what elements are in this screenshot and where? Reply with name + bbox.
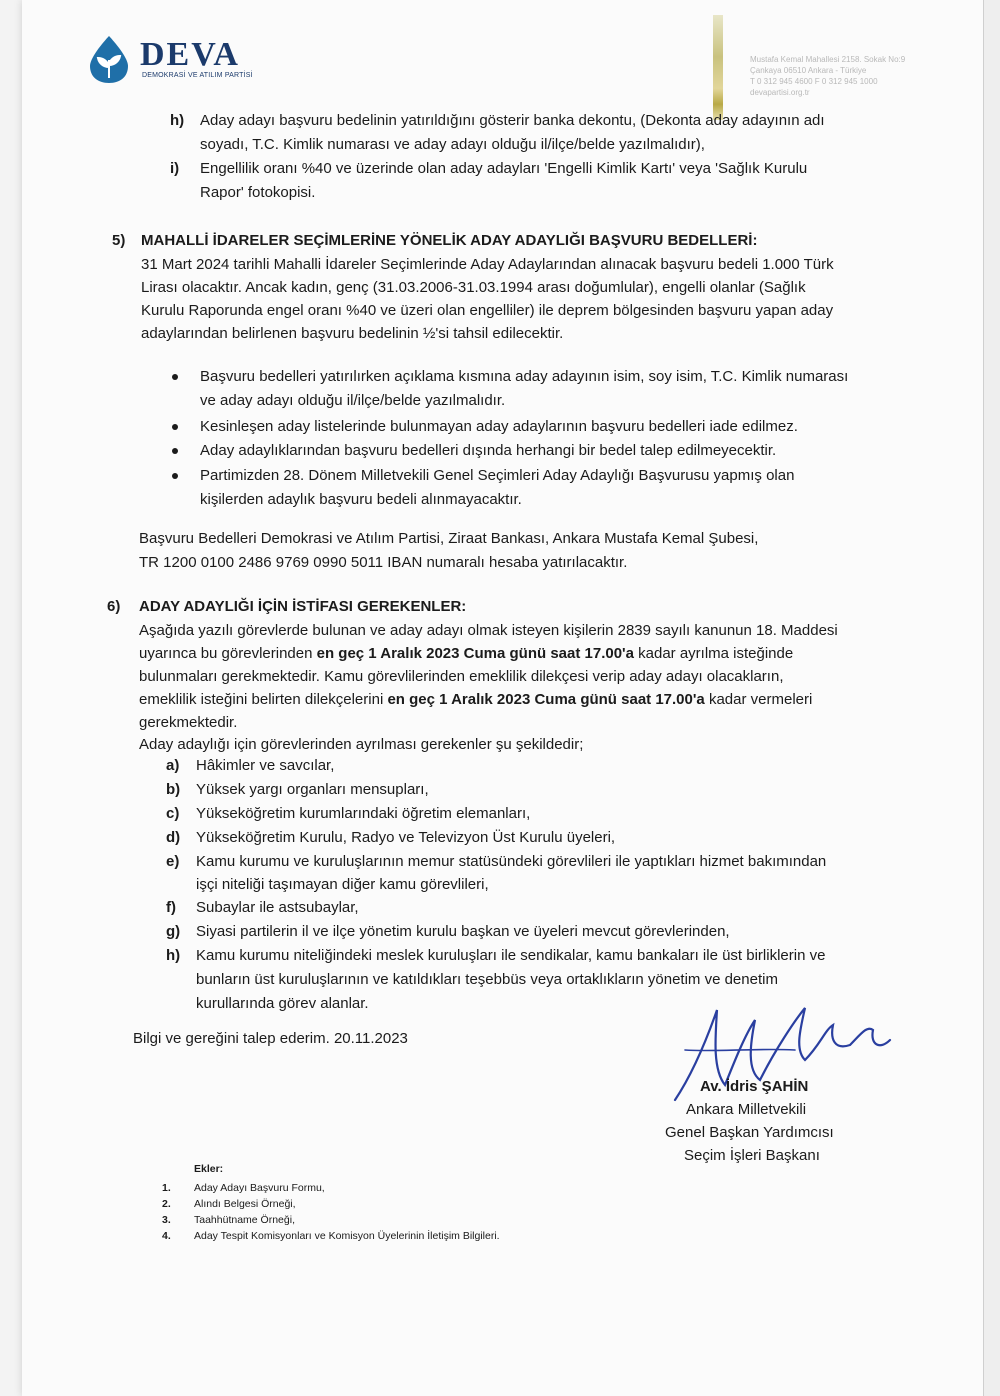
attachment-number: 4.: [162, 1230, 171, 1242]
list-marker: b): [166, 781, 181, 798]
attachment-item: Aday Tespit Komisyonları ve Komisyon Üyelerinin İletişim Bilgileri.: [194, 1230, 500, 1242]
bullet-point: [172, 374, 178, 380]
list-item-text: soyadı, T.C. Kimlik numarası ve aday adayı olduğu il/ilçe/belde yazılmalıdır),: [200, 136, 705, 153]
paragraph-line: Kurulu Raporunda engel oranı %40 ve üzeri olan engelliler) ile deprem bölgesinden başvuru yapan aday: [141, 302, 834, 319]
paragraph-line: [139, 689, 812, 711]
bullet-text: Başvuru bedelleri yatırılırken açıklama kısmına aday adayının isim, soy isim, T.C. Kimlik numarası: [200, 368, 849, 385]
attachment-number: 1.: [162, 1182, 171, 1194]
list-item-text: Siyasi partilerin il ve ilçe yönetim kurulu başkan ve üyeleri mevcut görevlerinden,: [196, 923, 730, 940]
deadline-bold: en geç 1 Aralık 2023 Cuma günü saat 17.00'a: [316, 645, 634, 662]
paragraph-text: emeklilik isteğini belirten dilekçelerini: [139, 691, 388, 708]
list-marker: h): [166, 947, 181, 964]
list-marker: g): [166, 923, 181, 940]
address-line: Çankaya 06510 Ankara - Türkiye: [750, 66, 867, 75]
attachment-item: Alındı Belgesi Örneği,: [194, 1198, 296, 1210]
list-item-text: Subaylar ile astsubaylar,: [196, 899, 359, 916]
list-item-text: işçi niteliği taşımayan diğer kamu görevlileri,: [196, 876, 489, 893]
paragraph-line: [139, 643, 793, 665]
list-item-text: Rapor' fotokopisi.: [200, 184, 316, 201]
letterhead-address: [750, 54, 905, 98]
list-marker: d): [166, 829, 181, 846]
bullet-point: [172, 424, 178, 430]
paragraph-line: Aday adaylığı için görevlerinden ayrılması gerekenler şu şekildedir;: [139, 736, 584, 753]
logo-name: DEVA: [140, 36, 240, 73]
paragraph-text: kadar ayrılma isteğinde: [633, 645, 794, 662]
attachment-item: Taahhütname Örneği,: [194, 1214, 295, 1226]
address-line: Mustafa Kemal Mahallesi 2158. Sokak No:9: [750, 55, 906, 64]
page-edge-right: [983, 0, 1000, 1396]
decorative-stripe: [713, 15, 723, 120]
list-item-text: Yüksek yargı organları mensupları,: [196, 781, 429, 798]
list-item-text: Engellilik oranı %40 ve üzerinde olan aday adayları 'Engelli Kimlik Kartı' veya 'Sağlık Kurulu: [200, 160, 808, 177]
attachments-heading: Ekler:: [194, 1163, 224, 1175]
paragraph-text: uyarınca bu görevlerinden: [139, 645, 317, 662]
address-line: T 0 312 945 4600 F 0 312 945 1000: [750, 77, 878, 86]
list-marker: h): [170, 112, 185, 129]
list-item-text: Yükseköğretim kurumlarındaki öğretim elemanları,: [196, 805, 531, 822]
list-marker: f): [166, 899, 176, 916]
section-number: 5): [112, 232, 126, 249]
list-item-text: kurullarında görev alanlar.: [196, 995, 369, 1012]
bullet-text: Partimizden 28. Dönem Milletvekili Genel Seçimleri Aday Adaylığı Başvurusu yapmış olan: [200, 467, 795, 484]
bullet-point: [172, 448, 178, 454]
list-marker: c): [166, 805, 180, 822]
bank-info-line: TR 1200 0100 2486 9769 0990 5011 IBAN numaralı hesaba yatırılacaktır.: [139, 554, 628, 571]
closing-line: Bilgi ve gereğini talep ederim. 20.11.2023: [133, 1030, 408, 1047]
paragraph-line: bulunmaları gerekmektedir. Kamu görevlilerinden emeklilik dilekçesi verip aday adayı olacakların,: [139, 668, 784, 685]
list-item-text: Yükseköğretim Kurulu, Radyo ve Televizyon Üst Kurulu üyeleri,: [196, 829, 616, 846]
attachment-number: 3.: [162, 1214, 171, 1226]
signatory-name: Av. İdris ŞAHİN: [700, 1078, 809, 1095]
list-marker: e): [166, 853, 180, 870]
list-item-text: Kamu kurumu ve kuruluşlarının memur statüsündeki görevlileri ile yaptıkları hizmet bakımından: [196, 853, 827, 870]
bullet-text: Kesinleşen aday listelerinde bulunmayan aday adaylarının başvuru bedelleri iade edilmez.: [200, 418, 798, 435]
list-marker: i): [170, 160, 180, 177]
attachment-number: 2.: [162, 1198, 171, 1210]
bullet-point: [172, 473, 178, 479]
bank-info-line: Başvuru Bedelleri Demokrasi ve Atılım Partisi, Ziraat Bankası, Ankara Mustafa Kemal Şubesi,: [139, 530, 759, 547]
list-item-text: Hâkimler ve savcılar,: [196, 757, 335, 774]
deadline-bold: en geç 1 Aralık 2023 Cuma günü saat 17.00'a: [387, 691, 705, 708]
list-marker: a): [166, 757, 180, 774]
paragraph-line: 31 Mart 2024 tarihli Mahalli İdareler Seçimlerinde Aday Adaylarından alınacak başvuru bedeli 1.000 Türk: [141, 256, 834, 273]
drop-leaf-icon: [84, 34, 134, 84]
bullet-text: Aday adaylıklarından başvuru bedelleri dışında herhangi bir bedel talep edilmeyecektir.: [200, 442, 777, 459]
section-heading: ADAY ADAYLIĞI İÇİN İSTİFASI GEREKENLER:: [139, 598, 467, 615]
address-line: devapartisi.org.tr: [750, 88, 810, 97]
bullet-text: ve aday adayı olduğu il/ilçe/belde yazılmalıdır.: [200, 392, 506, 409]
page-edge-left: [0, 0, 23, 1396]
paragraph-line: Lirası olacaktır. Ancak kadın, genç (31.03.2006-31.03.1994 arası doğumlular), engelli olanlar (Sağlık: [141, 279, 806, 296]
list-item-text: Kamu kurumu niteliğindeki meslek kuruluşları ile sendikalar, kamu bankaları ile üst birliklerin ve: [196, 947, 826, 964]
section-heading: MAHALLİ İDARELER SEÇİMLERİNE YÖNELİK ADAY ADAYLIĞI BAŞVURU BEDELLERİ:: [141, 232, 758, 249]
party-logo: [84, 34, 304, 84]
paragraph-line: adaylarından belirlenen başvuru bedelinin ½'si tahsil edilecektir.: [141, 325, 564, 342]
signatory-title: Genel Başkan Yardımcısı: [665, 1124, 834, 1141]
paragraph-line: Aşağıda yazılı görevlerde bulunan ve aday adayı olmak isteyen kişilerin 2839 sayılı kanunun 18. Maddesi: [139, 622, 838, 639]
section-number: 6): [107, 598, 121, 615]
attachment-item: Aday Adayı Başvuru Formu,: [194, 1182, 325, 1194]
logo-tagline: DEMOKRASİ VE ATILIM PARTİSİ: [142, 72, 253, 79]
signatory-title: Seçim İşleri Başkanı: [684, 1147, 820, 1164]
list-item-text: Aday adayı başvuru bedelinin yatırıldığını gösterir banka dekontu, (Dekonta aday adayının adı: [200, 112, 825, 129]
paragraph-line: gerekmektedir.: [139, 714, 238, 731]
signatory-title: Ankara Milletvekili: [686, 1101, 807, 1118]
paragraph-text: kadar vermeleri: [704, 691, 813, 708]
list-item-text: bunların üst kuruluşlarının ve katıldıkları teşebbüs veya ortaklıkların yönetim ve denetim: [196, 971, 778, 988]
bullet-text: kişilerden adaylık başvuru bedeli alınmayacaktır.: [200, 491, 522, 508]
